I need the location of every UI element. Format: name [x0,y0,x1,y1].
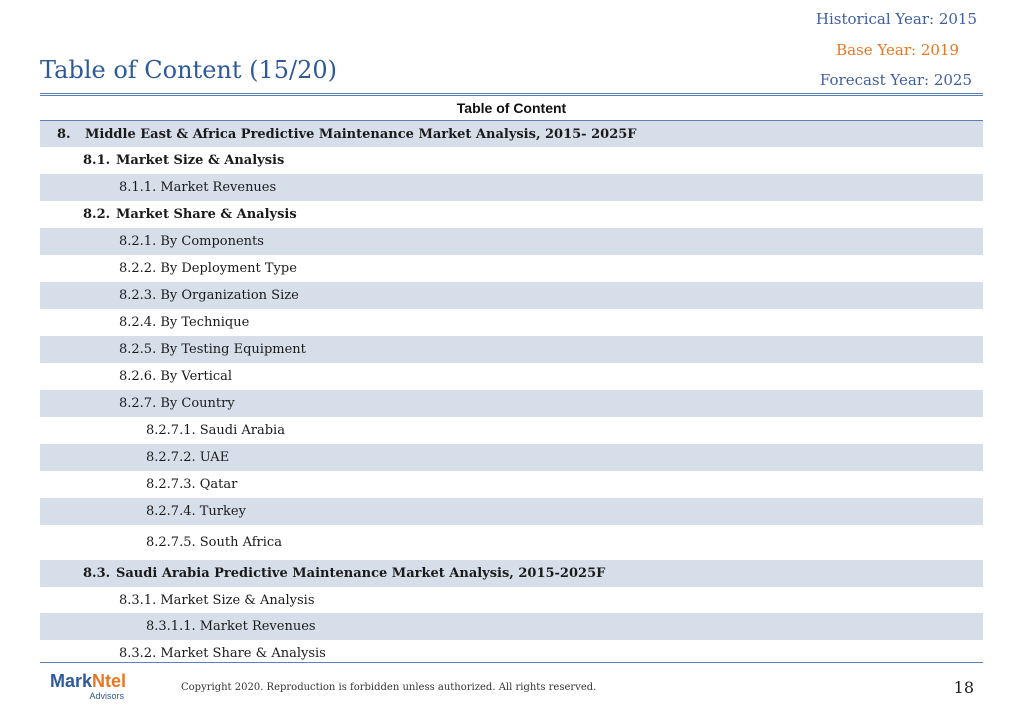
toc-row [40,255,983,282]
footer-divider [40,662,983,663]
logo-ntel-text: Ntel [92,671,127,691]
toc-heading: Table of Content [456,100,567,116]
toc-row [40,201,983,228]
toc-row [40,390,983,417]
toc-row-number: 8. [57,126,71,142]
toc-row-text: 8.2.7.2. UAE [146,450,230,465]
toc-row [40,498,983,525]
toc-row-text: Middle East & Africa Predictive Maintenance Market Analysis, 2015- 2025F [85,126,637,142]
toc-row-text: 8.3.2. Market Share & Analysis [119,645,326,661]
toc-row-text: 8.2.7.4. Turkey [146,504,246,519]
historical-year-label: Historical Year: 2015 [815,10,977,28]
toc-row [40,336,983,363]
toc-row-text: 8.2.4. By Technique [119,315,250,330]
toc-row [40,444,983,471]
toc-row [40,471,983,498]
toc-row [40,174,983,201]
toc-row-text: 8.2.2. By Deployment Type [119,261,297,276]
toc-row [40,587,983,613]
toc-row-number: 8.3. [83,566,111,581]
toc-row-number: 8.1. [83,153,111,168]
toc-row-number: 8.2. [83,207,111,222]
toc-row [40,121,983,147]
toc-row-text: 8.3.1. Market Size & Analysis [119,592,315,608]
toc-row-text: Market Size & Analysis [116,153,285,168]
toc-row [40,147,983,174]
toc-row-text: 8.2.7.5. South Africa [146,535,282,550]
page-number: 18 [953,678,974,697]
toc-row [40,363,983,390]
logo-mark-text: Mark [50,671,93,691]
toc-row-text: 8.3.1.1. Market Revenues [146,619,316,634]
forecast-year-label: Forecast Year: 2025 [819,71,972,89]
toc-row-text: 8.1.1. Market Revenues [119,180,277,195]
toc-row-text: Saudi Arabia Predictive Maintenance Market Analysis, 2015-2025F [116,566,606,581]
toc-row [40,560,983,587]
toc-row [40,417,983,444]
toc-row-text: 8.2.5. By Testing Equipment [119,342,306,357]
header-divider [40,93,983,96]
base-year-label: Base Year: 2019 [836,41,959,59]
toc-row [40,525,983,560]
toc-row-text: 8.2.3. By Organization Size [119,288,299,303]
toc-row-text: 8.2.1. By Components [119,234,264,249]
toc-row-text: 8.2.7.1. Saudi Arabia [146,423,285,438]
page-title: Table of Content (15/20) [40,56,338,84]
markntel-logo [50,672,126,701]
toc-row [40,228,983,255]
logo-subtitle: Advisors [89,691,125,701]
toc-list [40,121,983,666]
toc-row-text: Market Share & Analysis [116,207,297,222]
toc-row-text: 8.2.7.3. Qatar [146,477,238,492]
toc-row [40,282,983,309]
toc-row [40,309,983,336]
copyright-notice: Copyright 2020. Reproduction is forbidden unless authorized. All rights reserved. [181,682,597,693]
toc-row-text: 8.2.7. By Country [119,396,235,411]
toc-row-text: 8.2.6. By Vertical [119,369,233,384]
toc-row [40,613,983,640]
